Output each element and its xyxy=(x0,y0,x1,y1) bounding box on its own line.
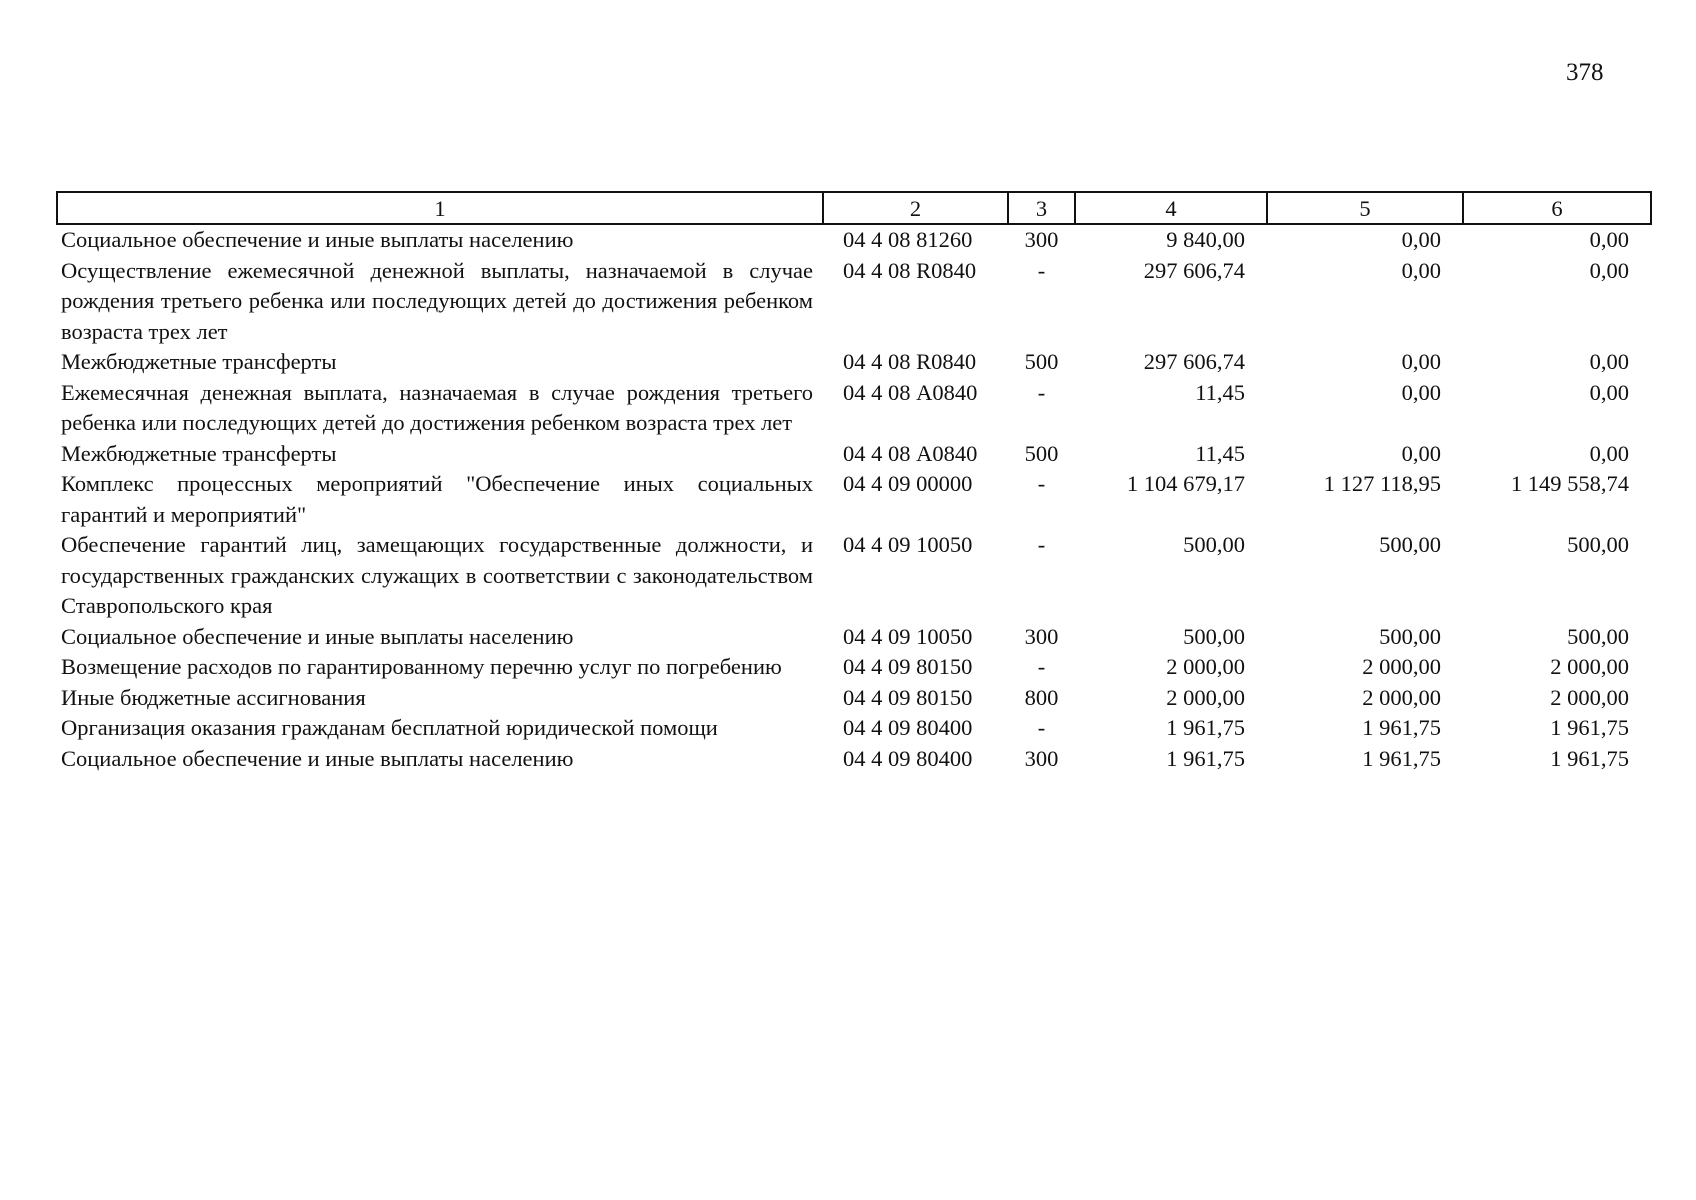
row-amount-col6-cell: 1 961,75 xyxy=(1550,715,1629,740)
row-code-cell: 04 4 09 00000 xyxy=(843,471,973,496)
table-row xyxy=(57,469,1651,530)
header-col-2: 2 xyxy=(823,192,1008,224)
row-amount-col4-cell: 500,00 xyxy=(1183,532,1245,557)
row-type-cell: - xyxy=(1037,654,1046,679)
row-amount-col4-cell: 1 104 679,17 xyxy=(1126,471,1245,496)
row-code-cell: 04 4 09 80400 xyxy=(843,745,973,771)
row-amount-col6-cell: 1 961,75 xyxy=(1550,745,1629,771)
row-code-cell: 04 4 08 R0840 xyxy=(843,257,977,283)
row-amount-col5-cell: 1 961,75 xyxy=(1362,715,1441,740)
table-row xyxy=(57,224,1651,256)
row-code-cell: 04 4 09 80150 xyxy=(843,654,973,679)
row-code-cell: 04 4 08 А0840 xyxy=(843,379,978,405)
row-name-cell: Возмещение расходов по гарантированному перечню услуг по погребению xyxy=(61,654,782,679)
row-amount-col5-cell: 0,00 xyxy=(1401,440,1441,466)
row-amount-col5-cell: 0,00 xyxy=(1401,257,1441,283)
row-type-cell: - xyxy=(1037,715,1046,740)
row-code-cell: 04 4 08 R0840 xyxy=(843,349,977,374)
row-amount-col6-cell: 0,00 xyxy=(1589,379,1629,405)
row-amount-col5-cell: 1 961,75 xyxy=(1362,745,1441,771)
row-amount-col4-cell: 1 961,75 xyxy=(1166,745,1245,771)
row-amount-col6-cell: 0,00 xyxy=(1589,349,1629,374)
row-amount-col5-cell: 1 127 118,95 xyxy=(1323,471,1441,496)
row-amount-col5-cell: 500,00 xyxy=(1379,532,1441,557)
table-row xyxy=(57,713,1651,744)
header-col-4: 4 xyxy=(1075,192,1267,224)
row-name-cell: Межбюджетные трансферты xyxy=(61,349,337,374)
row-amount-col4-cell: 297 606,74 xyxy=(1143,349,1245,374)
row-amount-col6-cell: 2 000,00 xyxy=(1550,654,1629,679)
row-amount-col4-cell: 11,45 xyxy=(1195,379,1245,405)
row-type-cell: - xyxy=(1037,471,1046,496)
row-name-cell: Организация оказания гражданам бесплатной юридической помощи xyxy=(61,715,718,740)
row-type-cell: - xyxy=(1037,532,1046,557)
row-amount-col4-cell: 9 840,00 xyxy=(1166,227,1245,252)
row-type-cell: 500 xyxy=(1024,440,1059,466)
table-row xyxy=(57,378,1651,439)
row-amount-col6-cell: 500,00 xyxy=(1567,623,1629,649)
page-number: 378 xyxy=(1566,59,1604,86)
row-name-cell: Социальное обеспечение и иные выплаты населению xyxy=(61,623,574,649)
row-name-cell: Социальное обеспечение и иные выплаты населению xyxy=(61,745,574,771)
row-amount-col4-cell: 500,00 xyxy=(1183,623,1245,649)
row-amount-col6-cell: 1 149 558,74 xyxy=(1510,471,1629,496)
row-amount-col4-cell: 297 606,74 xyxy=(1143,257,1245,283)
row-code-cell: 04 4 08 81260 xyxy=(843,227,973,252)
row-name-cell: Иные бюджетные ассигнования xyxy=(61,684,366,710)
row-code-cell: 04 4 08 А0840 xyxy=(843,440,978,466)
row-code-cell: 04 4 09 10050 xyxy=(843,623,973,649)
row-name-cell: Ежемесячная денежная выплата, назначаемая в случае рождения третьего ребенка или последующих детей до достижения ребенком возраста трех лет xyxy=(61,379,813,435)
row-code-cell: 04 4 09 10050 xyxy=(843,532,973,557)
header-col-6: 6 xyxy=(1463,192,1651,224)
table-row xyxy=(57,744,1651,775)
row-amount-col5-cell: 2 000,00 xyxy=(1362,684,1441,710)
table-row xyxy=(57,683,1651,714)
header-row xyxy=(57,192,1651,224)
header-col-5: 5 xyxy=(1267,192,1463,224)
row-name-cell: Обеспечение гарантий лиц, замещающих государственные должности, и государственных гражданских служащих в соответствии с законодательством Ставропольского края xyxy=(61,532,813,618)
row-type-cell: 300 xyxy=(1024,623,1059,649)
row-amount-col6-cell: 0,00 xyxy=(1589,440,1629,466)
table-row xyxy=(57,652,1651,683)
row-amount-col4-cell: 2 000,00 xyxy=(1166,654,1245,679)
row-type-cell: 800 xyxy=(1024,684,1059,710)
row-amount-col4-cell: 1 961,75 xyxy=(1166,715,1245,740)
row-code-cell: 04 4 09 80150 xyxy=(843,684,973,710)
table-row xyxy=(57,439,1651,470)
row-name-cell: Комплекс процессных мероприятий "Обеспечение иных социальных гарантий и мероприятий" xyxy=(61,471,813,527)
row-amount-col5-cell: 0,00 xyxy=(1401,349,1441,374)
row-amount-col5-cell: 2 000,00 xyxy=(1362,654,1441,679)
row-amount-col5-cell: 0,00 xyxy=(1401,227,1441,252)
row-code-cell: 04 4 09 80400 xyxy=(843,715,973,740)
row-amount-col6-cell: 0,00 xyxy=(1589,227,1629,252)
table-row xyxy=(57,347,1651,378)
table-row xyxy=(57,530,1651,622)
row-name-cell: Социальное обеспечение и иные выплаты населению xyxy=(61,227,574,252)
row-amount-col5-cell: 0,00 xyxy=(1401,379,1441,405)
row-type-cell: 300 xyxy=(1024,745,1059,771)
row-name-cell: Межбюджетные трансферты xyxy=(61,440,337,466)
row-amount-col6-cell: 2 000,00 xyxy=(1550,684,1629,710)
row-type-cell: 500 xyxy=(1024,349,1059,374)
row-type-cell: - xyxy=(1037,257,1046,283)
table-row xyxy=(57,256,1651,348)
row-type-cell: - xyxy=(1037,379,1046,405)
row-amount-col4-cell: 11,45 xyxy=(1195,440,1245,466)
row-amount-col5-cell: 500,00 xyxy=(1379,623,1441,649)
row-type-cell: 300 xyxy=(1024,227,1059,252)
row-name-cell: Осуществление ежемесячной денежной выплаты, назначаемой в случае рождения третьего ребенка или последующих детей до достижения ребенком возраста трех лет xyxy=(61,257,813,344)
header-col-1: 1 xyxy=(57,192,823,224)
table-body xyxy=(57,224,1651,774)
row-amount-col6-cell: 0,00 xyxy=(1589,257,1629,283)
row-amount-col4-cell: 2 000,00 xyxy=(1166,684,1245,710)
row-amount-col6-cell: 500,00 xyxy=(1567,532,1629,557)
budget-table xyxy=(56,191,1652,774)
header-col-3: 3 xyxy=(1008,192,1075,224)
table-row xyxy=(57,622,1651,653)
table-header xyxy=(57,192,1651,224)
